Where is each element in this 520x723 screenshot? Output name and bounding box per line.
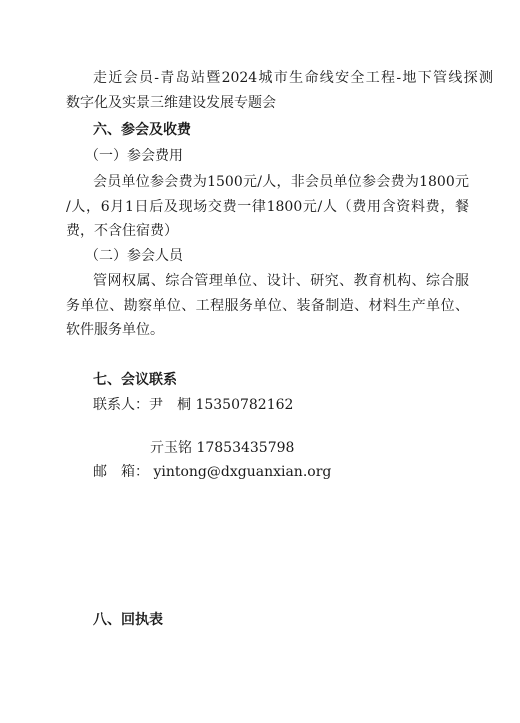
attendees-line-3: 软件服务单位。 (66, 322, 164, 338)
contact-person-2: 亓玉铭 17853435798 (150, 440, 295, 456)
intro-line-2: 数字化及实景三维建设发展专题会 (66, 95, 276, 111)
attendees-line-2: 务单位、勘察单位、工程服务单位、装备制造、材料生产单位、 (66, 298, 469, 314)
intro-line-1: 走近会员-青岛站暨2024城市生命线安全工程-地下管线探测 (93, 70, 493, 86)
fee-subheading: （一）参会费用 (85, 148, 183, 164)
email-row (93, 462, 331, 482)
section-6-heading: 六、参会及收费 (93, 122, 191, 138)
contact-1-phone: 15350782162 (195, 397, 294, 413)
section-7-heading: 七、会议联系 (93, 372, 177, 388)
section-8-heading: 八、回执表 (93, 612, 163, 628)
fee-line-3: 费，不含住宿费） (66, 223, 178, 239)
email-address[interactable]: yintong@dxguanxian.org (153, 464, 332, 480)
attendees-line-1: 管网权属、综合管理单位、设计、研究、教育机构、综合服 (93, 273, 469, 289)
fee-line-1: 会员单位参会费为1500元/人，非会员单位参会费为1800元 (93, 174, 469, 190)
attendees-subheading: （二）参会人员 (85, 248, 183, 264)
email-label: 邮 箱： (93, 464, 149, 480)
fee-line-2: /人，6月1日后及现场交费一律1800元/人（费用含资料费，餐 (66, 199, 469, 215)
contact-label: 联系人：尹 桐 (93, 397, 191, 413)
contact-person-1 (93, 395, 293, 415)
